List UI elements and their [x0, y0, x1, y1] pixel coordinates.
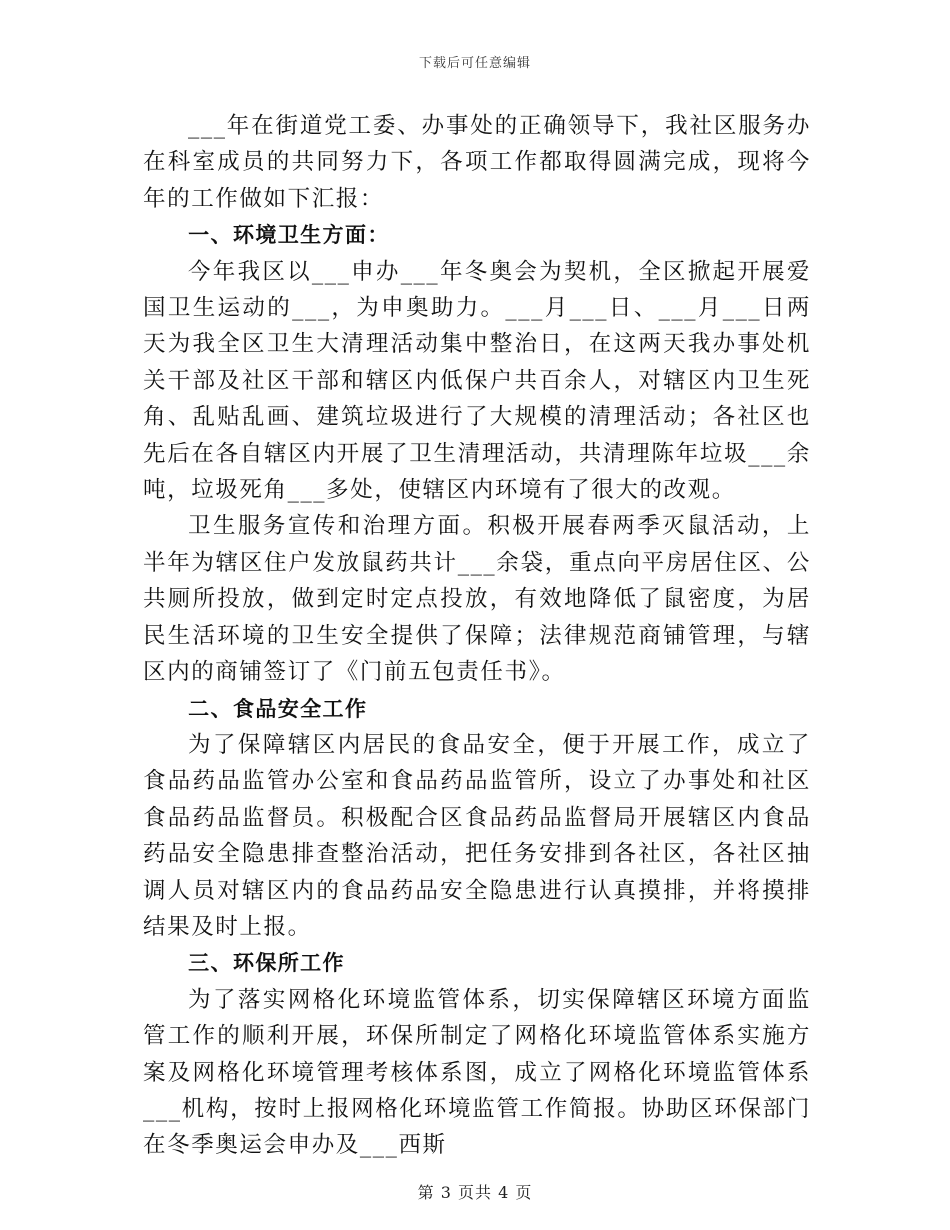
section-heading-food-safety: 二、食品安全工作 — [188, 696, 368, 721]
page-footer: 第 3 页共 4 页 — [417, 1183, 533, 1202]
document-body — [143, 108, 811, 1164]
section-heading-environment: 一、环境卫生方面： — [188, 223, 390, 248]
environment-paragraph-2: 卫生服务宣传和治理方面。积极开展春两季灭鼠活动，上半年为辖区住户发放鼠药共计___余袋，重点向平房居住区、公共厕所投放，做到定时定点投放，有效地降低了鼠密度，为居民生活环境的卫生安全提供了保障；法律规范商铺管理，与辖区内的商铺签订了《门前五包责任书》。 — [143, 513, 811, 686]
environment-paragraph-1: 今年我区以___申办___年冬奥会为契机，全区掀起开展爱国卫生运动的___，为申奥助力。___月___日、___月___日两天为我全区卫生大清理活动集中整治日，在这两天我办事处机关干部及社区干部和辖区内低保户共百余人，对辖区内卫生死角、乱贴乱画、建筑垃圾进行了大规模的清理活动；各社区也先后在各自辖区内开展了卫生清理活动，共清理陈年垃圾___余吨，垃圾死角___多处，使辖区内环境有了很大的改观。 — [143, 258, 811, 504]
environmental-protection-paragraph: 为了落实网格化环境监管体系，切实保障辖区环境方面监管工作的顺利开展，环保所制定了网格化环境监管体系实施方案及网格化环境管理考核体系图，成立了网格化环境监管体系___机构，按时上报网格化环境监管工作简报。协助区环保部门在冬季奥运会申办及___西斯 — [143, 986, 811, 1159]
intro-paragraph: ___年在街道党工委、办事处的正确领导下，我社区服务办在科室成员的共同努力下，各项工作都取得圆满完成，现将今年的工作做如下汇报： — [143, 113, 811, 212]
section-heading-environmental-protection: 三、环保所工作 — [188, 951, 345, 976]
food-safety-paragraph: 为了保障辖区内居民的食品安全，便于开展工作，成立了食品药品监管办公室和食品药品监管所，设立了办事处和社区食品药品监督员。积极配合区食品药品监督局开展辖区内食品药品安全隐患排查整治活动，把任务安排到各社区，各社区抽调人员对辖区内的食品药品安全隐患进行认真摸排，并将摸排结果及时上报。 — [143, 731, 811, 940]
page-header: 下载后可任意编辑 — [418, 56, 531, 71]
